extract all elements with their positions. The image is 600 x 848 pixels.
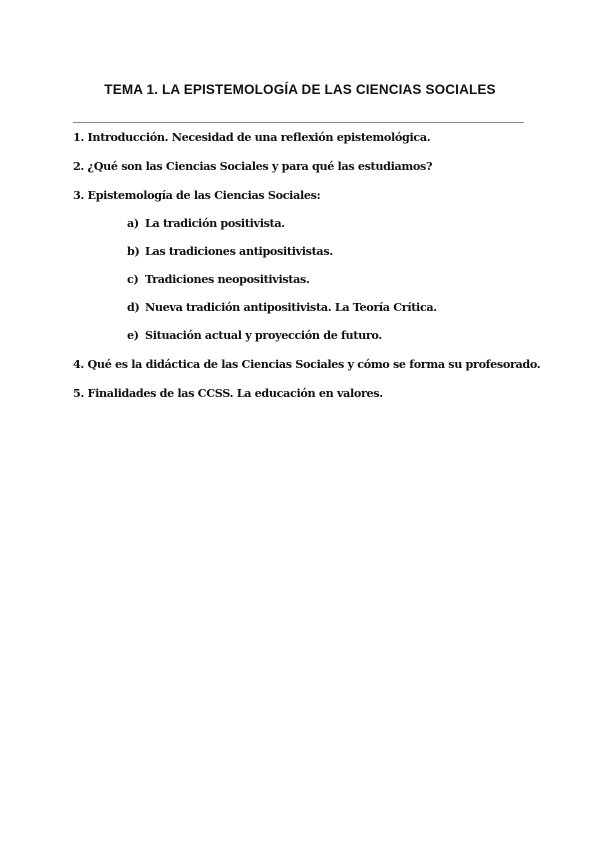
sub-item-letter: b) (127, 244, 140, 258)
sub-item-letter: d) (127, 300, 140, 314)
sub-item-text: Nueva tradición antipositivista. La Teoría Crítica. (145, 300, 437, 314)
sub-item-d (127, 300, 437, 314)
sub-item-b (127, 244, 333, 258)
list-item-2: 2. ¿Qué son las Ciencias Sociales y para qué las estudiamos? (73, 159, 433, 173)
list-item-4: 4. Qué es la didáctica de las Ciencias Sociales y cómo se forma su profesorado. (73, 357, 541, 371)
sub-item-text: Las tradiciones antipositivistas. (145, 244, 333, 258)
sub-item-c (127, 272, 310, 286)
sub-item-text: La tradición positivista. (145, 216, 285, 230)
sub-item-text: Tradiciones neopositivistas. (145, 272, 310, 286)
list-item-5: 5. Finalidades de las CCSS. La educación en valores. (73, 386, 383, 400)
document-title: TEMA 1. LA EPISTEMOLOGÍA DE LAS CIENCIAS SOCIALES (104, 82, 496, 97)
title-divider (73, 122, 524, 123)
sub-item-letter: e) (127, 328, 139, 342)
list-item-1: 1. Introducción. Necesidad de una reflexión epistemológica. (73, 130, 431, 144)
sub-item-e (127, 328, 382, 342)
sub-item-a (127, 216, 285, 230)
sub-item-letter: a) (127, 216, 139, 230)
sub-item-text: Situación actual y proyección de futuro. (145, 328, 382, 342)
list-item-3: 3. Epistemología de las Ciencias Sociales: (73, 188, 321, 202)
sub-item-letter: c) (127, 272, 139, 286)
